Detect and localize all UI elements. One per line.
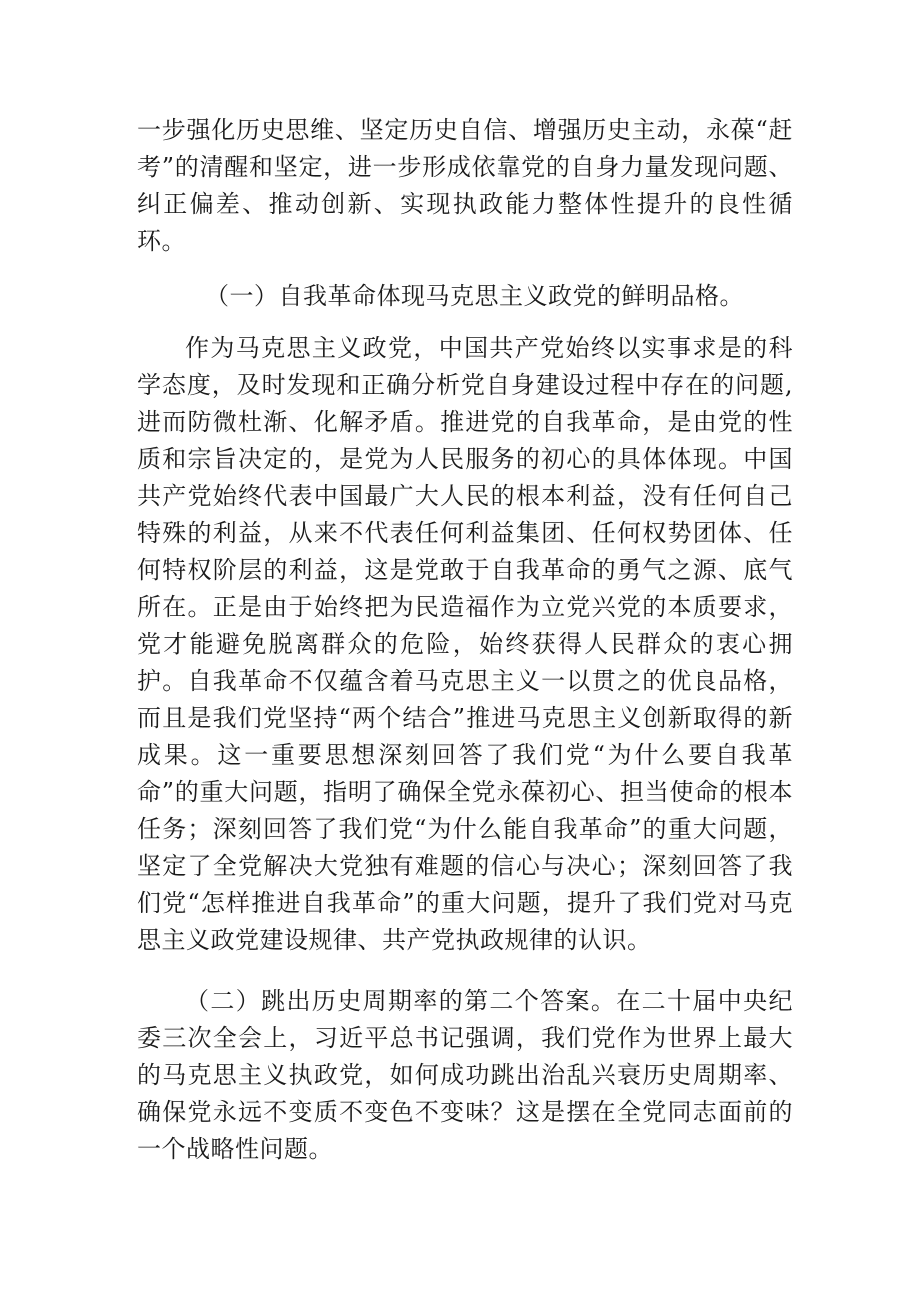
body-paragraph: 作为马克思主义政党，中国共产党始终以实事求是的科学态度，及时发现和正确分析党自身建设过程中存在的问题,进而防微杜渐、化解矛盾。推进党的自我革命，是由党的性质和宗旨决定的，是党为人民服务的初心的具体体现。中国共产党始终代表中国最广大人民的根本利益，没有任何自己特殊的利益，从来不代表任何利益集团、任何权势团体、任何特权阶层的利益，这是党敢于自我革命的勇气之源、底气所在。正是由于始终把为民造福作为立党兴党的本质要求，党才能避免脱离群众的危险，始终获得人民群众的衷心拥护。自我革命不仅蕴含着马克思主义一以贯之的优良品格，而且是我们党坚持“两个结合”推进马克思主义创新取得的新成果。这一重要思想深刻回答了我们党“为什么要自我革命”的重大问题，指明了确保全党永葆初心、担当使命的根本任务；深刻回答了我们党“为什么能自我革命”的重大问题，坚定了全党解决大党独有难题的信心与决心；深刻回答了我们党“怎样推进自我革命”的重大问题，提升了我们党对马克思主义政党建设规律、共产党执政规律的认识。 (137, 334, 793, 954)
continued-paragraph: 一步强化历史思维、坚定历史自信、增强历史主动，永葆“赶考”的清醒和坚定，进一步形成依靠党的自身力量发现问题、纠正偏差、推动创新、实现执政能力整体性提升的良性循环。 (137, 116, 793, 255)
document-body (137, 112, 793, 1168)
body-paragraph: （二）跳出历史周期率的第二个答案。在二十届中央纪委三次全会上，习近平总书记强调，我们党作为世界上最大的马克思主义执政党，如何成功跳出治乱兴衰历史周期率、确保党永远不变质不变色不变味？这是摆在全党同志面前的一个战略性问题。 (137, 987, 793, 1163)
section-heading: （一）自我革命体现马克思主义政党的鲜明品格。 (205, 282, 744, 310)
